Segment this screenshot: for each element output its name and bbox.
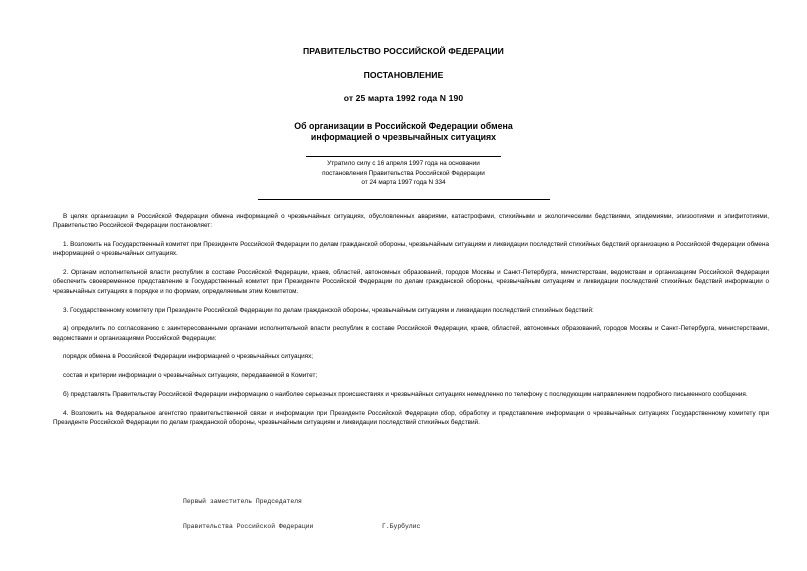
paragraph-item-2: 2. Органам исполнительной власти республик в составе Российской Федерации, краев, областей, автономных образований, городов Москвы и Санкт-Петербурга, министерствам, ведомствам и организациям Российской Федерации обеспечить своевременное представление в Государственный комитет при Президенте Российской Федерации по делам гражданской обороны, чрезвычайным ситуациям и ликвидации последствий стихийных бедствий информации о чрезвычайных ситуациях в порядке и по формам, определяемым этим Комитетом. [53, 269, 769, 295]
paragraph-item-3a: а) определить по согласованию с заинтересованными органами исполнительной власти республик в составе Российской Федерации, краев, областей, автономных образований, городов Москвы и Санкт-Петербурга, министерствами, ведомствами и организациями Российской Федерации: [53, 325, 769, 342]
status-note-line: постановления Правительства Российской Федерации [322, 169, 485, 177]
paragraph-item-3a-2: состав и критерии информации о чрезвычайных ситуациях, передаваемой в Комитет; [63, 372, 318, 380]
document-date-number: от 25 марта 1992 года N 190 [343, 93, 464, 103]
document-type-heading: ПОСТАНОВЛЕНИЕ [363, 70, 444, 80]
signature-name: Г.Бурбулис [382, 523, 421, 531]
status-note [300, 159, 507, 188]
divider-bottom [258, 199, 550, 200]
document-subject [0, 121, 807, 143]
paragraph-item-3b: б) представлять Правительству Российской Федерации информацию о наиболее серьезных происшествиях и чрезвычайных ситуациях немедленно по телефону с последующим направлением подробного письменного сообщения. [63, 391, 748, 399]
paragraph-item-1: 1. Возложить на Государственный комитет при Президенте Российской Федерации по делам гражданской обороны, чрезвычайным ситуациям и ликвидации последствий стихийных бедствий организацию в Российской Федерации обмена информацией о чрезвычайных ситуациях. [53, 241, 769, 258]
divider-top [306, 156, 501, 157]
paragraph-preamble: В целях организации в Российской Федерации обмена информацией о чрезвычайных ситуациях, обусловленных авариями, катастрофами, стихийными и экологическими бедствиями, эпидемиями, эпизоотиями и эпифитотиями, Правительство Российской Федерации постановляет: [53, 213, 769, 230]
signature-position-line: Правительства Российской Федерации [183, 523, 314, 531]
signature-position-line: Первый заместитель Председателя [183, 497, 302, 505]
government-heading: ПРАВИТЕЛЬСТВО РОССИЙСКОЙ ФЕДЕРАЦИИ [303, 46, 504, 56]
status-note-line: от 24 марта 1997 года N 334 [361, 179, 446, 187]
signature-block [183, 481, 420, 548]
paragraph-item-3a-1: порядок обмена в Российской Федерации информацией о чрезвычайных ситуациях; [63, 353, 314, 361]
document-subject-line: информацией о чрезвычайных ситуациях [310, 132, 497, 142]
paragraph-item-4: 4. Возложить на Федеральное агентство правительственной связи и информации при Президенте Российской Федерации сбор, обработку и представление информации о чрезвычайных ситуациях Государственному комитету при Президенте Российской Федерации по делам гражданской обороны, чрезвычайным ситуациям и ликвидации последствий стихийных бедствий. [53, 409, 769, 427]
status-note-line: Утратило силу с 16 апреля 1997 года на основании [327, 160, 480, 167]
document-subject-line: Об организации в Российской Федерации обмена [294, 121, 513, 131]
document-body [53, 212, 769, 437]
paragraph-item-3: 3. Государственному комитету при Президенте Российской Федерации по делам гражданской обороны, чрезвычайным ситуациям и ликвидации последствий стихийных бедствий: [63, 306, 594, 314]
